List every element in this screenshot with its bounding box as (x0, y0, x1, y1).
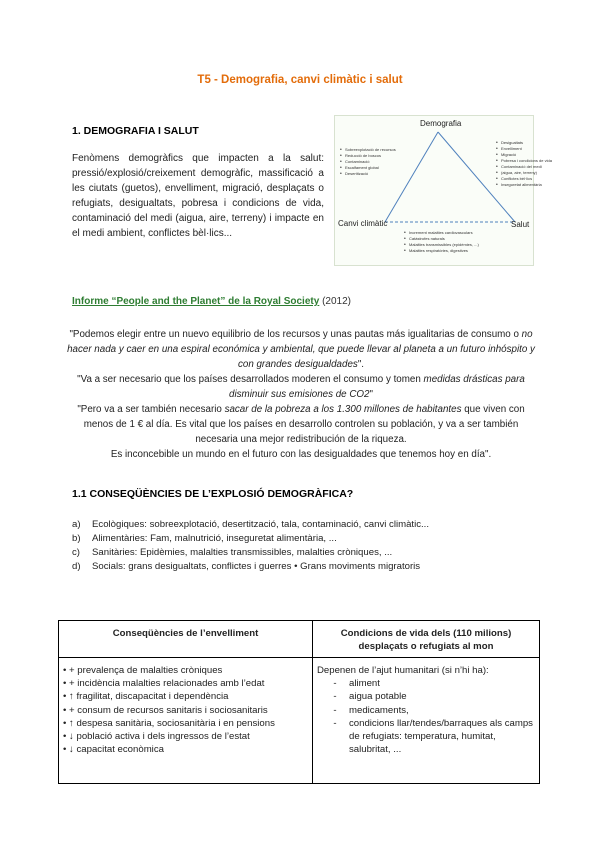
section-heading: 1.1 CONSEQÜÈNCIES DE L’EXPLOSIÓ DEMOGRÀFICA? (72, 488, 354, 500)
quote-text: "Podemos elegir entre un nuevo equilibrio de los recursos y unas pautas más igualitarias de consumo o (69, 329, 522, 340)
intro-paragraph: Fenòmens demogràfics que impacten a la salut: pressió/explosió/creixement demogràfic, massificació a les ciutats (guetos), envelliment, migració, desplaçats o refugiats, desigualtats, pobresa i condicions de vida, contaminació del medi (aigua, aire, terreny) i impacte en el medi ambient, conflictes bèl·lics... (72, 153, 324, 239)
refugee-need-text: condicions llar/tendes/barraques als camps de refugiats: temperatura, humitat, salubritat, ... (349, 717, 533, 756)
quote-text: Es inconcebible un mundo en el futuro con las desigualdades que tenemos hoy en día". (110, 449, 492, 460)
consequence-item (72, 546, 429, 560)
consequence-item (72, 518, 429, 532)
diagram-list-item: • Desigualtats (495, 140, 552, 146)
consequences-list (72, 518, 429, 574)
quote-paragraph (62, 447, 540, 462)
health-factors-list (495, 140, 552, 188)
consequence-text: Sanitàries: Epidèmies, malalties transmissibles, malalties cròniques, ... (92, 547, 393, 558)
ageing-cell (59, 658, 313, 784)
quote-paragraph (62, 327, 540, 372)
triangle-left-edge (385, 132, 438, 222)
refugee-needs-list (313, 677, 539, 756)
quote-text: "Va a ser necesario que los países desarrollados moderen el consumo y tomen (77, 374, 424, 385)
diagram-list-item: • Desertització (339, 171, 396, 177)
report-link[interactable]: Informe “People and the Planet” de la Royal Society (72, 296, 320, 307)
climate-causes-list (339, 147, 396, 177)
diagram-list-item: • Escalfament global (339, 165, 396, 171)
quote-text: "Pero va a ser también necesario (77, 404, 225, 415)
node-climate-change: Canvi climàtic (338, 219, 388, 228)
report-year: (2012) (322, 296, 351, 307)
refugee-need-item (313, 690, 539, 703)
page-title: T5 - Demografia, canvi climàtic i salut (197, 74, 403, 86)
quote-emphasis: no hacer nada y caer en una espiral económica y ambiental, que puede llevar al planeta a un futuro inhóspito y con grandes desigualdades (67, 329, 535, 370)
refugee-need-item (313, 717, 539, 757)
diagram-list-item: • Envelliment (495, 146, 552, 152)
list-marker: b) (72, 533, 81, 544)
consequence-text: Socials: grans desigualtats, conflictes i guerres • Grans moviments migratoris (92, 561, 421, 572)
dash-marker: - (333, 717, 337, 729)
report-reference (72, 296, 351, 307)
quote-paragraph (62, 402, 540, 447)
quote-text: " (369, 389, 373, 400)
consequence-item (72, 560, 429, 574)
diagram-list-item: • Increment malalties cardiovasculars (403, 230, 479, 236)
ageing-item: • ↑ despesa sanitària, sociosanitària i en pensions (63, 717, 275, 729)
refugee-lead: Depenen de l’ajut humanitari (si n’hi ha): (317, 665, 489, 676)
refugee-need-text: medicaments, (349, 704, 409, 716)
ageing-item: • ↓ capacitat econòmica (63, 744, 164, 756)
diagram-list-item: • Contaminació (339, 159, 396, 165)
comparison-table (58, 620, 540, 784)
diagram-list-item: • Catàstrofes naturals (403, 236, 479, 242)
refugee-need-text: aigua potable (349, 691, 407, 703)
consequence-item (72, 532, 429, 546)
consequence-text: Alimentàries: Fam, malnutrició, inseguretat alimentària, ... (92, 533, 337, 544)
ageing-item: • + prevalença de malalties cròniques (63, 665, 223, 676)
diagram-list-item: • Conflictes bèl·lics (495, 176, 552, 182)
list-marker: d) (72, 561, 81, 572)
dash-marker: - (333, 678, 337, 690)
health-effects-list (403, 230, 479, 254)
table-header-ageing: Conseqüències de l’envelliment (59, 621, 313, 658)
dash-marker: - (333, 691, 337, 703)
consequence-text: Ecològiques: sobreexplotació, desertització, tala, contaminació, canvi climàtic... (92, 519, 430, 530)
ageing-item: • + consum de recursos sanitaris i sociosanitaris (63, 704, 268, 716)
diagram-list-item: • Contaminació del medi (495, 164, 552, 170)
diagram-list-item: • (aigua, aire, terreny) (495, 170, 552, 176)
refugee-need-item (313, 704, 539, 717)
table-header-refugees (313, 621, 540, 658)
refugee-need-text: aliment (349, 678, 380, 690)
quote-block (62, 327, 540, 462)
diagram-list-item: • Malalties respiratòries, digestives (403, 248, 479, 254)
node-demography: Demografia (420, 119, 462, 128)
diagram-list-item: • Malalties transmissibles (epidèmies, ...) (403, 242, 479, 248)
refugee-cell (313, 658, 540, 784)
diagram-list-item: • Sobreexplotació de recursos (339, 147, 396, 153)
list-marker: c) (72, 547, 80, 558)
quote-emphasis: medidas drásticas para disminuir sus emisiones de CO2 (229, 374, 525, 400)
ageing-consequences-list (59, 664, 312, 756)
diagram-list-item: • Reducció de boscos (339, 153, 396, 159)
node-health: Salut (511, 220, 530, 229)
quote-text: ". (357, 359, 365, 370)
diagram-list-item: • Migració (495, 152, 552, 158)
ageing-item: • + incidència malalties relacionades amb l’edat (63, 678, 265, 690)
quote-text: que viven con menos de 1 € al día. Es vital que los países en desarrollo controlen su población, y va a ser también necesaria una mejor redistribución de la riqueza. (83, 404, 525, 445)
dash-marker: - (333, 704, 337, 716)
list-marker: a) (72, 519, 81, 530)
demography-triangle-diagram (334, 115, 552, 266)
refugee-need-item (313, 677, 539, 690)
diagram-list-item: • Pobresa i condicions de vida (495, 158, 552, 164)
quote-emphasis: sacar de la pobreza a los 1.300 millones de habitantes (224, 404, 462, 415)
ageing-item: • ↑ fragilitat, discapacitat i dependència (63, 691, 229, 703)
quote-paragraph (62, 372, 540, 402)
section-heading: 1. DEMOGRAFIA I SALUT (72, 125, 199, 137)
diagram-list-item: • Inseguretat alimentària (495, 182, 552, 188)
ageing-item: • ↓ població activa i dels ingressos de l’estat (63, 731, 250, 743)
table-header-refugees-text: Condicions de vida dels (110 milions) desplaçats o refugiats al mon (340, 628, 512, 652)
